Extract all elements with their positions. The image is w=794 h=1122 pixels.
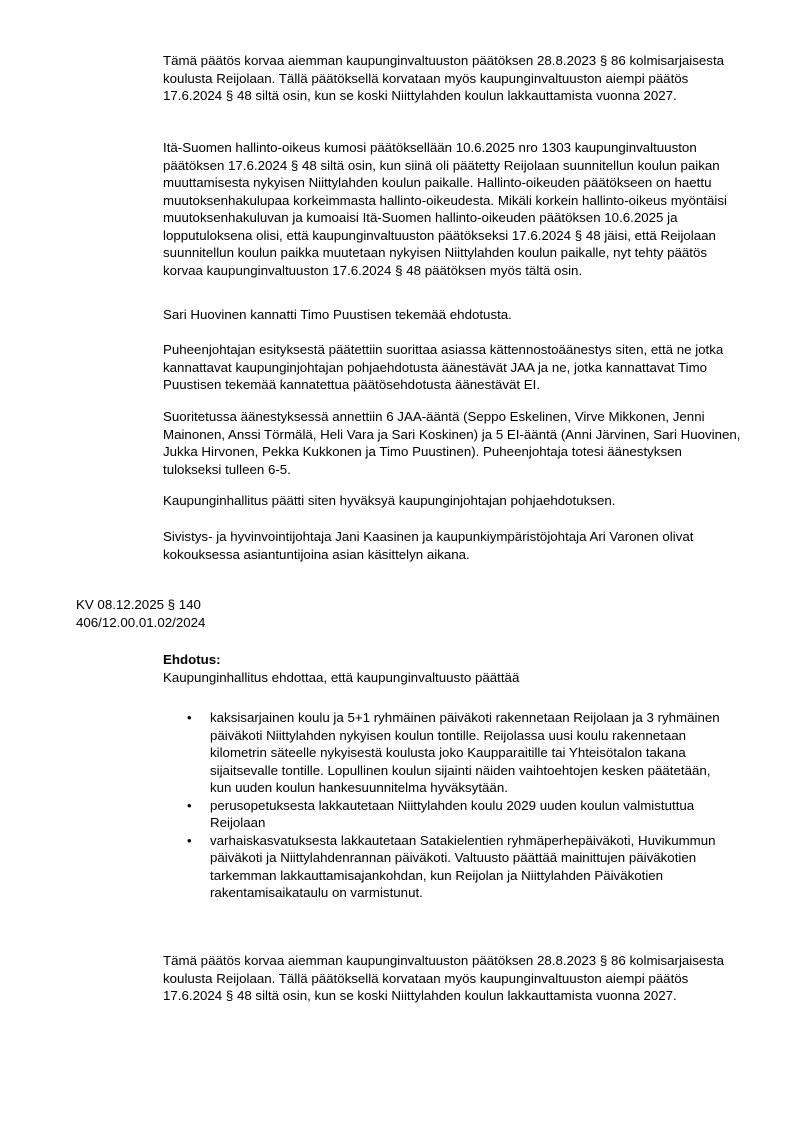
paragraph-replacement-notice: Tämä päätös korvaa aiemman kaupunginvaltuuston päätöksen 28.8.2023 § 86 kolmisarjaisesta koulusta Reijolaan. Tällä päätöksellä korvataan myös kaupunginvaltuuston aiempi päätös 17.6.2024 § 48 siltä osin, kun se koski Niittylahden koulun lakkauttamista vuonna 2027. — [163, 53, 725, 103]
proposal-list — [163, 709, 723, 902]
proposal-section — [163, 651, 743, 686]
paragraph-voting-method: Puheenjohtajan esityksestä päätettiin suorittaa asiassa kättennostoäänestys siten, että ne jotka kannattavat kaupunginjohtajan pohjaehdotusta äänestävät JAA ja ne, jotka kannattavat Timo Puustisen tekemää kannatettua päätösehdotusta äänestävät EI. — [163, 342, 724, 392]
meeting-reference — [76, 596, 376, 631]
bullet-icon: • — [187, 797, 192, 813]
proposal-item-text: kaksisarjainen koulu ja 5+1 ryhmäinen päiväkoti rakennetaan Reijolaan ja 3 ryhmäinen päiväkoti Niittylahden nykyisen koulun tontille. Reijolassa uusi koulu rakennetaan kilometrin säteelle nykyisestä koulusta joko Kaupparaitille tai Yhteisötalon takana sijaitsevalle tontille. Lopullinen koulun sijainti näiden vaihtoehtojen kesken päätetään, kun uuden koulun hankesuunnitelma hyväksytään. — [210, 710, 720, 795]
paragraph-voting-result: Suoritetussa äänestyksessä annettiin 6 JAA-ääntä (Seppo Eskelinen, Virve Mikkonen, Jenni Mainonen, Anssi Törmälä, Heli Vara ja Sari Koskinen) ja 5 EI-ääntä (Anni Järvinen, Sari Huovinen, Jukka Hirvonen, Pekka Kukkonen ja Timo Puustinen). Puheenjohtaja totesi äänestyksen tulokseksi tulleen 6-5. — [163, 409, 741, 477]
paragraph-experts-present: Sivistys- ja hyvinvointijohtaja Jani Kaasinen ja kaupunkiympäristöjohtaja Ari Varonen olivat kokouksessa asiantuntijoina asian käsittelyn aikana. — [163, 529, 694, 562]
proposal-list-item — [163, 797, 723, 832]
paragraph-seconding: Sari Huovinen kannatti Timo Puustisen tekemää ehdotusta. — [163, 307, 512, 322]
proposal-item-text: perusopetuksesta lakkautetaan Niittylahden koulu 2029 uuden koulun valmistuttua Reijolaan — [210, 797, 695, 830]
meeting-reference-line: KV 08.12.2025 § 140 — [76, 597, 201, 612]
record-number: 406/12.00.01.02/2024 — [76, 614, 206, 630]
bullet-icon: • — [187, 832, 192, 848]
paragraph-board-decision: Kaupunginhallitus päätti siten hyväksyä kaupunginjohtajan pohjaehdotuksen. — [163, 493, 616, 508]
paragraph-closing-replacement-notice: Tämä päätös korvaa aiemman kaupunginvaltuuston päätöksen 28.8.2023 § 86 kolmisarjaisesta koulusta Reijolaan. Tällä päätöksellä korvataan myös kaupunginvaltuuston aiempi päätös 17.6.2024 § 48 siltä osin, kun se koski Niittylahden koulun lakkauttamista vuonna 2027. — [163, 953, 725, 1003]
proposal-item-text: varhaiskasvatuksesta lakkautetaan Satakielentien ryhmäperhepäiväkoti, Huvikummun päiväkoti ja Niittylahdenrannan päiväkoti. Valtuusto päättää mainittujen päiväkotien tarkemman lakkauttamisajankohdan, kun Reijolan ja Niittylahden Päiväkotien rakentamisaikataulu on varmistunut. — [210, 832, 716, 900]
proposal-list-item — [163, 709, 723, 797]
proposal-list-item — [163, 832, 723, 902]
paragraph-court-ruling: Itä-Suomen hallinto-oikeus kumosi päätöksellään 10.6.2025 nro 1303 kaupunginvaltuuston päätöksen 17.6.2024 § 48 siltä osin, kun siinä oli päätetty Reijolaan suunnitellun koulun paikan muuttamisesta nykyisen Niittylahden koulun paikalle. Hallinto-oikeuden päätökseen on haettu muutoksenhakulupaa korkeimmasta hallinto-oikeudesta. Mikäli korkein hallinto-oikeus myöntäisi muutoksenhakuluvan ja kumoaisi Itä-Suomen hallinto-oikeuden päätöksen 10.6.2025 ja lopputuloksena olisi, että kaupunginvaltuuston päätökseksi 17.6.2024 § 48 jäisi, että Reijolaan suunnitellun koulun paikka muutetaan nykyisen Niittylahden koulun paikalle, nyt tehty päätös korvaa kaupunginvaltuuston 17.6.2024 § 48 päätöksen myös tältä osin. — [163, 140, 727, 278]
proposal-intro: Kaupunginhallitus ehdottaa, että kaupunginvaltuusto päättää — [163, 669, 520, 685]
bullet-icon: • — [187, 710, 192, 725]
proposal-heading: Ehdotus: — [163, 652, 221, 667]
